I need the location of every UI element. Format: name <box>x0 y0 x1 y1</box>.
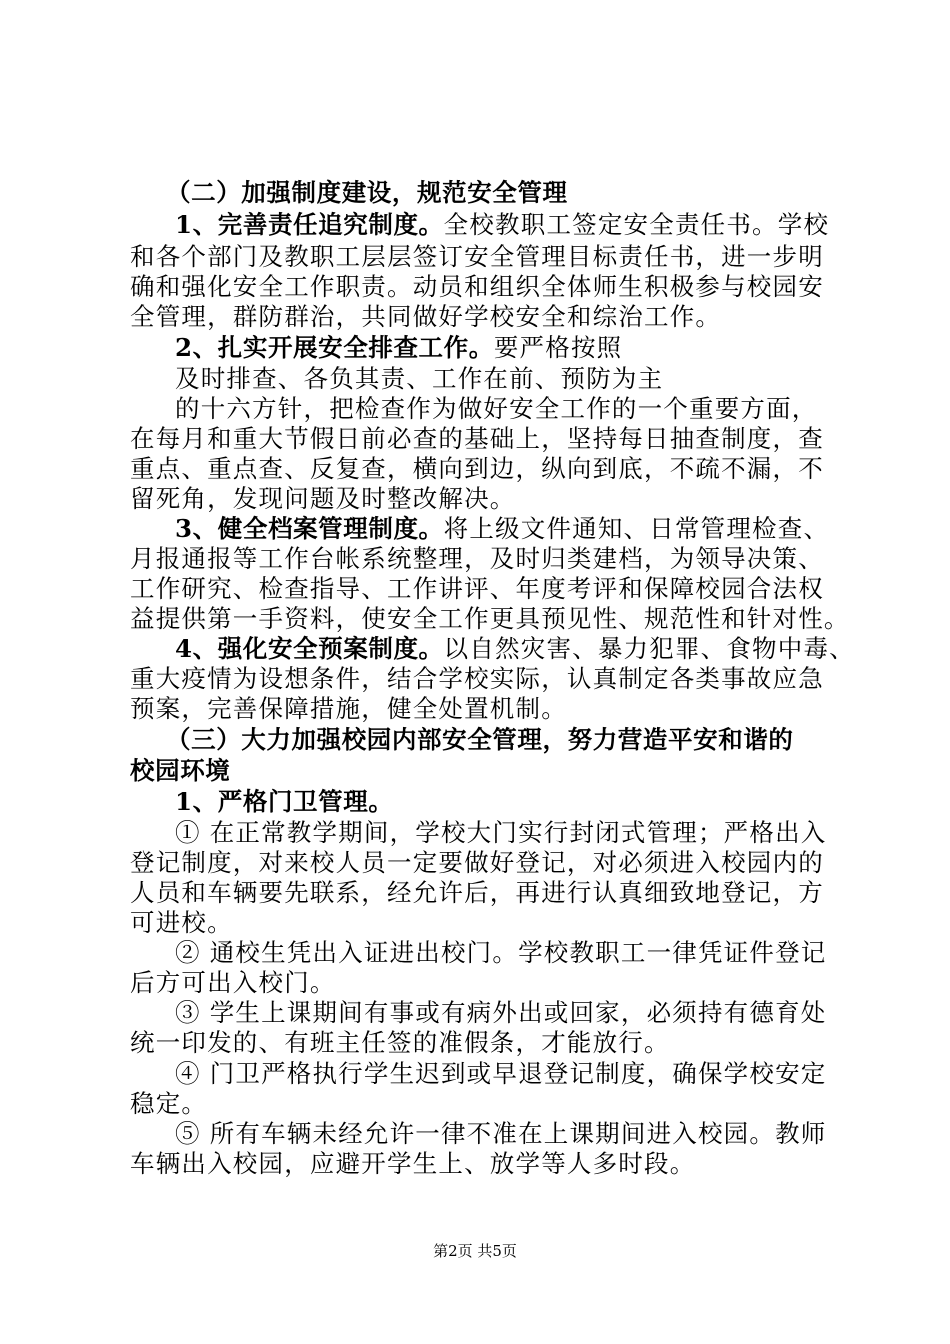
paragraph-line <box>130 573 830 605</box>
line-text: 重大疫情为设想条件，结合学校实际，认真制定各类事故应急 <box>130 664 824 693</box>
line-text: 重点、重点查、反复查，横向到边，纵向到底，不疏不漏，不 <box>130 454 824 483</box>
line-text: 确和强化安全工作职责。动员和组织全体师生积极参与校园安 <box>130 272 824 301</box>
section-heading-3-cont <box>130 755 830 787</box>
paragraph-line <box>175 363 875 395</box>
line-text: 统一印发的、有班主任签的准假条，才能放行。 <box>130 1028 670 1057</box>
item-title: 1、完善责任追究制度。 <box>175 210 444 239</box>
line-text: 及时排查、各负其责、工作在前、预防为主 <box>175 364 664 393</box>
paragraph-line <box>130 1148 830 1180</box>
line-text: 月报通报等工作台帐系统整理，及时归类建档，为领导决策、 <box>130 544 824 573</box>
line-text: 将上级文件通知、日常管理检查、 <box>443 514 830 543</box>
line-text: 稳定。 <box>130 1089 208 1118</box>
paragraph-line <box>175 332 875 364</box>
item-title: 1、严格门卫管理。 <box>175 787 394 816</box>
line-text: 全校教职工签定安全责任书。学校 <box>443 210 830 239</box>
line-text: ④ 门卫严格执行学生迟到或早退登记制度，确保学校安定 <box>175 1059 827 1088</box>
paragraph-line <box>175 1058 875 1090</box>
line-text: ① 在正常教学期间，学校大门实行封闭式管理；严格出入 <box>175 818 827 847</box>
line-text: 以自然灾害、暴力犯罪、食物中毒、 <box>443 634 855 663</box>
paragraph-line <box>130 423 830 455</box>
line-text: 人员和车辆要先联系，经允许后，再进行认真细致地登记，方 <box>130 878 824 907</box>
line-text: 留死角，发现问题及时整改解决。 <box>130 484 516 513</box>
paragraph-line <box>175 513 875 545</box>
line-text: 益提供第一手资料，使安全工作更具预见性、规范性和针对性。 <box>130 604 850 633</box>
line-text: ⑤ 所有车辆未经允许一律不准在上课期间进入校园。教师 <box>175 1119 827 1148</box>
paragraph-line <box>175 393 875 425</box>
paragraph-line <box>130 1088 830 1120</box>
item-title: 3、健全档案管理制度。 <box>175 514 444 543</box>
paragraph-line <box>130 483 830 515</box>
heading-text: （三）大力加强校园内部安全管理，努力营造平安和谐的 <box>166 725 794 754</box>
paragraph-line <box>130 847 830 879</box>
paragraph-line <box>130 453 830 485</box>
page-footer <box>0 1241 950 1261</box>
paragraph-line <box>175 633 875 665</box>
line-text: 后方可出入校门。 <box>130 968 336 997</box>
paragraph-line <box>130 907 830 939</box>
heading-text: （二）加强制度建设，规范安全管理 <box>166 178 568 207</box>
line-text: 的十六方针，把检查作为做好安全工作的一个重要方面， <box>175 394 818 423</box>
line-text: 要严格按照 <box>493 333 623 362</box>
paragraph-line <box>175 209 875 241</box>
paragraph-line <box>175 937 875 969</box>
paragraph-line <box>130 543 830 575</box>
paragraph-line <box>130 241 830 273</box>
paragraph-line <box>130 877 830 909</box>
line-text: 预案，完善保障措施，健全处置机制。 <box>130 694 567 723</box>
item-title: 4、强化安全预案制度。 <box>175 634 444 663</box>
paragraph-line <box>175 817 875 849</box>
paragraph-line <box>130 693 830 725</box>
paragraph-line <box>130 603 850 635</box>
line-text: 全管理，群防群治，共同做好学校安全和综治工作。 <box>130 302 722 331</box>
line-text: 车辆出入校园，应避开学生上、放学等人多时段。 <box>130 1149 696 1178</box>
line-text: 登记制度，对来校人员一定要做好登记，对必须进入校园内的 <box>130 848 824 877</box>
section-heading-3 <box>166 724 866 756</box>
line-text: 可进校。 <box>130 908 233 937</box>
line-text: 在每月和重大节假日前必查的基础上，坚持每日抽查制度，查 <box>130 424 824 453</box>
heading-text: 校园环境 <box>130 756 231 785</box>
paragraph-line <box>130 1027 830 1059</box>
paragraph-line <box>175 997 875 1029</box>
page-number: 第2页 共5页 <box>433 1242 517 1260</box>
line-text: ③ 学生上课期间有事或有病外出或回家，必须持有德育处 <box>175 998 827 1027</box>
paragraph-line <box>130 663 830 695</box>
line-text: 工作研究、检查指导、工作讲评、年度考评和保障校园合法权 <box>130 574 824 603</box>
paragraph-line <box>130 301 830 333</box>
section-heading-2 <box>166 177 866 209</box>
line-text: 和各个部门及教职工层层签订安全管理目标责任书，进一步明 <box>130 242 824 271</box>
paragraph-line <box>130 271 830 303</box>
paragraph-line <box>175 786 875 818</box>
item-title: 2、扎实开展安全排查工作。 <box>175 333 494 362</box>
paragraph-line <box>175 1118 875 1150</box>
line-text: ② 通校生凭出入证进出校门。学校教职工一律凭证件登记 <box>175 938 827 967</box>
paragraph-line <box>130 967 830 999</box>
